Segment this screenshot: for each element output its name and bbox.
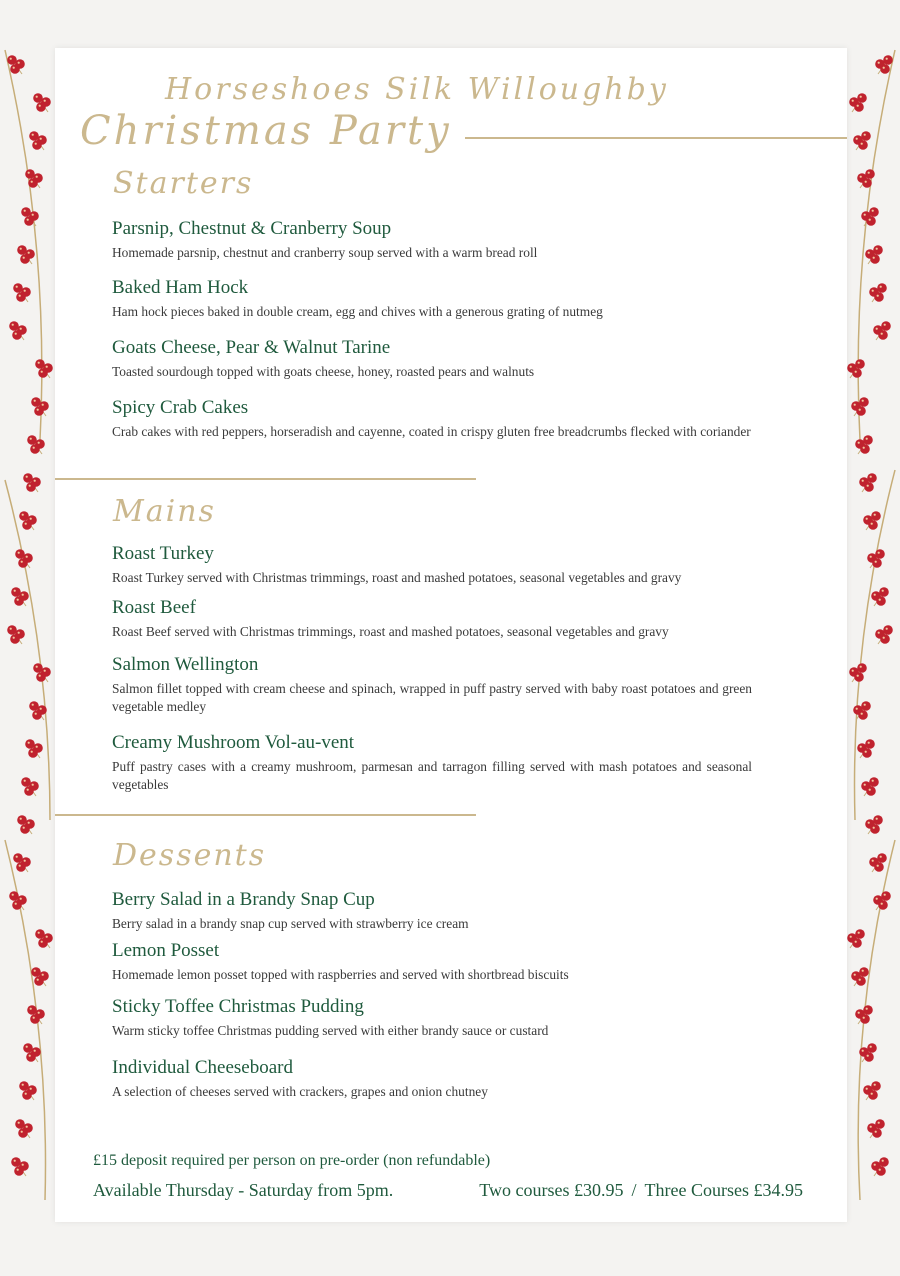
berry-highlight — [28, 742, 30, 744]
berry-highlight — [39, 105, 41, 107]
berry — [864, 1052, 874, 1062]
item-description: A selection of cheeses served with crackers, grapes and onion chutney — [112, 1084, 488, 1099]
berry-highlight — [868, 252, 870, 254]
berry-highlight — [850, 936, 852, 938]
berry — [16, 292, 26, 302]
menu-item — [112, 654, 752, 716]
berry-highlight — [40, 138, 42, 140]
berry-highlight — [19, 295, 21, 297]
berry-highlight — [861, 143, 863, 145]
berry-highlight — [872, 780, 874, 782]
berry-branch-decoration-left — [0, 0, 60, 1276]
branch-stem — [858, 50, 895, 440]
item-name: Baked Ham Hock — [112, 277, 249, 298]
berry-highlight — [38, 1012, 40, 1014]
berry-highlight — [883, 637, 885, 639]
berry-highlight — [32, 784, 34, 786]
berry-highlight — [877, 865, 879, 867]
berry-highlight — [854, 974, 856, 976]
berry — [24, 786, 34, 796]
berry-highlight — [870, 556, 872, 558]
berry — [12, 900, 22, 910]
berry-highlight — [29, 485, 31, 487]
berry-highlight — [22, 1164, 24, 1166]
berry-highlight — [860, 176, 862, 178]
berry-highlight — [29, 1055, 31, 1057]
berry — [868, 520, 878, 530]
berry-highlight — [25, 523, 27, 525]
berry-highlight — [886, 58, 888, 60]
item-name: Sticky Toffee Christmas Pudding — [112, 996, 364, 1017]
berry-highlight — [852, 670, 854, 672]
berry-highlight — [26, 476, 28, 478]
menu-item — [112, 732, 752, 794]
berry-highlight — [865, 181, 867, 183]
berry-highlight — [883, 67, 885, 69]
berry-highlight — [860, 96, 862, 98]
berry-highlight — [26, 1126, 28, 1128]
berry-highlight — [868, 742, 870, 744]
berry — [28, 748, 38, 758]
berry-highlight — [867, 485, 869, 487]
berry — [32, 710, 42, 720]
berry — [20, 824, 30, 834]
berry-highlight — [30, 438, 32, 440]
berry — [12, 330, 22, 340]
berry-highlight — [880, 286, 882, 288]
berry-highlight — [44, 100, 46, 102]
menu-item — [112, 218, 752, 262]
item-name: Creamy Mushroom Vol-au-vent — [112, 732, 355, 753]
berry-highlight — [12, 324, 14, 326]
berry-highlight — [858, 1012, 860, 1014]
berry-highlight — [25, 1093, 27, 1095]
berry-highlight — [24, 290, 26, 292]
berry-highlight — [858, 362, 860, 364]
item-description: Homemade parsnip, chestnut and cranberry soup served with a warm bread roll — [112, 245, 538, 260]
berry-highlight — [876, 248, 878, 250]
berry-highlight — [30, 518, 32, 520]
menu-item — [112, 940, 752, 984]
berry-highlight — [878, 1122, 880, 1124]
item-name: Individual Cheeseboard — [112, 1057, 293, 1078]
berry — [28, 178, 38, 188]
berry-highlight — [27, 219, 29, 221]
berry-highlight — [16, 856, 18, 858]
berry-highlight — [23, 257, 25, 259]
berry-highlight — [13, 637, 15, 639]
berry-highlight — [41, 941, 43, 943]
item-description: Roast Beef served with Christmas trimmings, roast and mashed potatoes, seasonal vegetables and gravy — [112, 624, 669, 639]
berry-highlight — [861, 713, 863, 715]
berry-highlight — [884, 894, 886, 896]
berry-highlight — [862, 1050, 864, 1052]
berry-highlight — [38, 442, 40, 444]
item-name: Spicy Crab Cakes — [112, 397, 249, 418]
berry — [862, 178, 872, 188]
section-title-desserts: Dessents — [113, 838, 267, 873]
price-info — [479, 1180, 803, 1201]
berry-highlight — [864, 214, 866, 216]
berry-highlight — [872, 290, 874, 292]
berry-highlight — [18, 552, 20, 554]
berry-highlight — [872, 210, 874, 212]
berry-highlight — [26, 1046, 28, 1048]
menu-item — [112, 337, 752, 381]
berry-highlight — [860, 666, 862, 668]
berry — [10, 634, 20, 644]
berry — [10, 64, 20, 74]
berry-highlight — [881, 903, 883, 905]
berry — [858, 710, 868, 720]
berry-branch-decoration-right — [840, 0, 900, 1276]
berry-highlight — [876, 328, 878, 330]
berry-highlight — [879, 599, 881, 601]
berry-highlight — [31, 181, 33, 183]
berry — [22, 520, 32, 530]
berry — [36, 672, 46, 682]
berry-highlight — [866, 438, 868, 440]
berry — [26, 482, 36, 492]
berry — [860, 1014, 870, 1024]
berry-highlight — [870, 476, 872, 478]
berry-highlight — [878, 62, 880, 64]
berry — [854, 672, 864, 682]
berry — [868, 1090, 878, 1100]
berry — [18, 558, 28, 568]
berry-highlight — [18, 1122, 20, 1124]
price-separator: / — [631, 1180, 637, 1200]
berry — [16, 862, 26, 872]
berry — [862, 748, 872, 758]
item-description: Homemade lemon posset topped with raspberries and served with shortbread biscuits — [112, 967, 569, 982]
berry-highlight — [24, 860, 26, 862]
berry-highlight — [33, 447, 35, 449]
berry-highlight — [23, 827, 25, 829]
berry — [878, 330, 888, 340]
berry-highlight — [30, 1008, 32, 1010]
berry-highlight — [24, 780, 26, 782]
berry — [38, 368, 48, 378]
berry-highlight — [36, 176, 38, 178]
berry-highlight — [36, 96, 38, 98]
berry-highlight — [31, 751, 33, 753]
berry-highlight — [40, 708, 42, 710]
berry-highlight — [862, 970, 864, 972]
berry-highlight — [860, 746, 862, 748]
berry-highlight — [14, 590, 16, 592]
berry — [26, 1052, 36, 1062]
section-title-starters: Starters — [113, 166, 254, 201]
berry-highlight — [21, 1131, 23, 1133]
berry-highlight — [873, 257, 875, 259]
item-name: Salmon Wellington — [112, 654, 259, 675]
berry — [878, 900, 888, 910]
berry-highlight — [34, 480, 36, 482]
berry — [20, 254, 30, 264]
berry-highlight — [874, 1084, 876, 1086]
berry-highlight — [10, 58, 12, 60]
berry-highlight — [21, 561, 23, 563]
berry-highlight — [859, 979, 861, 981]
berry-highlight — [35, 713, 37, 715]
berry-highlight — [865, 751, 867, 753]
menu-item — [112, 597, 752, 641]
berry — [856, 976, 866, 986]
item-description: Ham hock pieces baked in double cream, egg and chives with a generous grating of nutmeg — [112, 304, 603, 319]
berry-highlight — [15, 333, 17, 335]
berry-highlight — [874, 514, 876, 516]
berry-highlight — [18, 62, 20, 64]
berry — [876, 1166, 886, 1176]
berry-highlight — [37, 979, 39, 981]
item-name: Goats Cheese, Pear & Walnut Tarine — [112, 337, 391, 358]
berry-highlight — [30, 1088, 32, 1090]
berry-highlight — [34, 400, 36, 402]
menu-title: Christmas Party — [80, 108, 452, 154]
berry — [872, 1128, 882, 1138]
berry-highlight — [15, 903, 17, 905]
berry — [856, 406, 866, 416]
two-course-price: Two courses £30.95 — [479, 1180, 624, 1200]
berry-highlight — [37, 409, 39, 411]
menu-item — [112, 277, 752, 321]
berry-highlight — [42, 404, 44, 406]
berry — [872, 558, 882, 568]
berry — [30, 1014, 40, 1024]
berry-highlight — [866, 518, 868, 520]
berry-highlight — [869, 219, 871, 221]
berry-highlight — [863, 1017, 865, 1019]
berry-highlight — [884, 324, 886, 326]
berry-highlight — [882, 1160, 884, 1162]
berry-highlight — [880, 856, 882, 858]
berry-highlight — [864, 784, 866, 786]
deposit-note: £15 deposit required per person on pre-order (non refundable) — [93, 1152, 491, 1169]
berry — [874, 292, 884, 302]
berry-highlight — [32, 134, 34, 136]
berry-highlight — [35, 143, 37, 145]
branch-stem — [5, 50, 42, 440]
menu-item — [112, 996, 752, 1040]
berry-highlight — [14, 1160, 16, 1162]
berry-highlight — [867, 1055, 869, 1057]
berry — [18, 1128, 28, 1138]
berry-highlight — [857, 675, 859, 677]
berry-highlight — [39, 675, 41, 677]
berry-highlight — [857, 105, 859, 107]
item-name: Parsnip, Chestnut & Cranberry Soup — [112, 218, 392, 239]
berry-highlight — [871, 1093, 873, 1095]
item-description: Toasted sourdough topped with goats cheese, honey, roasted pears and walnuts — [112, 364, 535, 379]
availability-note: Available Thursday - Saturday from 5pm. — [93, 1180, 394, 1200]
berry-highlight — [877, 295, 879, 297]
berry-highlight — [854, 404, 856, 406]
berry-highlight — [881, 333, 883, 335]
berry-highlight — [859, 409, 861, 411]
berry-highlight — [886, 628, 888, 630]
berry-highlight — [34, 1050, 36, 1052]
berry-highlight — [874, 1164, 876, 1166]
berry — [34, 976, 44, 986]
berry — [880, 634, 890, 644]
three-course-price: Three Courses £34.95 — [644, 1180, 803, 1200]
berry-highlight — [19, 865, 21, 867]
berry-highlight — [878, 632, 880, 634]
menu-item — [112, 397, 752, 441]
berry-highlight — [850, 366, 852, 368]
section-title-mains: Mains — [113, 494, 216, 529]
item-description: Berry salad in a brandy snap cup served with strawberry ice cream — [112, 916, 469, 931]
berry — [866, 216, 876, 226]
berry-highlight — [855, 941, 857, 943]
berry — [858, 140, 868, 150]
berry — [30, 444, 40, 454]
berry-highlight — [22, 1084, 24, 1086]
berry — [32, 140, 42, 150]
berry-highlight — [20, 898, 22, 900]
berry-highlight — [44, 670, 46, 672]
berry — [854, 102, 864, 112]
berry-highlight — [38, 362, 40, 364]
berry-highlight — [864, 704, 866, 706]
berry-highlight — [868, 822, 870, 824]
berry-highlight — [28, 252, 30, 254]
berry-highlight — [34, 970, 36, 972]
berry-highlight — [869, 789, 871, 791]
berry-highlight — [882, 590, 884, 592]
berry-highlight — [876, 898, 878, 900]
berry-highlight — [16, 286, 18, 288]
berry-highlight — [17, 1169, 19, 1171]
berry-highlight — [24, 210, 26, 212]
berry — [36, 102, 46, 112]
berry — [38, 938, 48, 948]
berry-highlight — [13, 67, 15, 69]
berry-highlight — [875, 1131, 877, 1133]
berry — [870, 824, 880, 834]
berry-highlight — [20, 818, 22, 820]
berry-highlight — [27, 789, 29, 791]
berry — [874, 862, 884, 872]
berry-highlight — [879, 1169, 881, 1171]
berry-highlight — [46, 936, 48, 938]
berry — [24, 216, 34, 226]
berry-highlight — [870, 1126, 872, 1128]
berry — [34, 406, 44, 416]
item-description: Puff pastry cases with a creamy mushroom, parmesan and tarragon filling served with mash potatoes and seasonal vegetables — [112, 759, 752, 792]
berry-highlight — [36, 666, 38, 668]
berry-highlight — [863, 447, 865, 449]
berry-highlight — [17, 599, 19, 601]
berry — [876, 596, 886, 606]
berry-highlight — [862, 400, 864, 402]
berry-highlight — [12, 894, 14, 896]
berry-highlight — [864, 134, 866, 136]
berry-highlight — [870, 1046, 872, 1048]
berry-highlight — [852, 100, 854, 102]
berry — [14, 596, 24, 606]
berry-highlight — [876, 818, 878, 820]
section-divider — [55, 814, 476, 816]
berry — [864, 482, 874, 492]
section-divider — [55, 478, 476, 480]
item-description: Salmon fillet topped with cream cheese and spinach, wrapped in puff pastry served with baby roast potatoes and green vegetable medley — [112, 681, 752, 714]
berry-highlight — [10, 628, 12, 630]
berry-highlight — [20, 248, 22, 250]
berry-highlight — [858, 932, 860, 934]
berry-highlight — [32, 704, 34, 706]
berry — [866, 786, 876, 796]
berry-highlight — [22, 594, 24, 596]
berry — [870, 254, 880, 264]
berry-highlight — [873, 827, 875, 829]
item-description: Warm sticky toffee Christmas pudding served with either brandy sauce or custard — [112, 1023, 549, 1038]
berry-highlight — [878, 552, 880, 554]
berry-highlight — [875, 561, 877, 563]
berry-highlight — [18, 632, 20, 634]
berry-highlight — [38, 932, 40, 934]
berry-highlight — [33, 1017, 35, 1019]
berry-highlight — [32, 214, 34, 216]
item-name: Lemon Posset — [112, 940, 220, 961]
item-description: Crab cakes with red peppers, horseradish and cayenne, coated in crispy gluten free breadcrumbs flecked with coriander — [112, 424, 751, 439]
berry-highlight — [855, 371, 857, 373]
berry-highlight — [858, 442, 860, 444]
item-name: Berry Salad in a Brandy Snap Cup — [112, 889, 375, 910]
venue-name: Horseshoes Silk Willoughby — [165, 72, 669, 107]
berry — [14, 1166, 24, 1176]
berry-highlight — [20, 328, 22, 330]
berry-highlight — [46, 366, 48, 368]
berry — [852, 368, 862, 378]
menu-card — [55, 48, 847, 1222]
menu-item — [112, 1057, 752, 1101]
berry — [852, 938, 862, 948]
berry-highlight — [872, 860, 874, 862]
berry-highlight — [856, 708, 858, 710]
berry-highlight — [866, 1088, 868, 1090]
menu-item — [112, 889, 752, 933]
berry-highlight — [28, 172, 30, 174]
berry-highlight — [856, 138, 858, 140]
berry-highlight — [22, 514, 24, 516]
berry-highlight — [871, 523, 873, 525]
berry — [860, 444, 870, 454]
title-divider — [465, 137, 847, 139]
berry-highlight — [28, 822, 30, 824]
berry-highlight — [874, 594, 876, 596]
item-name: Roast Turkey — [112, 543, 214, 564]
item-description: Roast Turkey served with Christmas trimmings, roast and mashed potatoes, seasonal vegetables and gravy — [112, 570, 682, 585]
branch-stem — [5, 480, 50, 820]
berry-highlight — [41, 371, 43, 373]
berry — [22, 1090, 32, 1100]
berry-highlight — [862, 480, 864, 482]
berry-highlight — [868, 172, 870, 174]
berry-highlight — [36, 746, 38, 748]
berry-highlight — [42, 974, 44, 976]
berry — [880, 64, 890, 74]
berry-highlight — [26, 556, 28, 558]
berry-highlight — [866, 1008, 868, 1010]
menu-item — [112, 543, 752, 587]
item-name: Roast Beef — [112, 597, 196, 618]
